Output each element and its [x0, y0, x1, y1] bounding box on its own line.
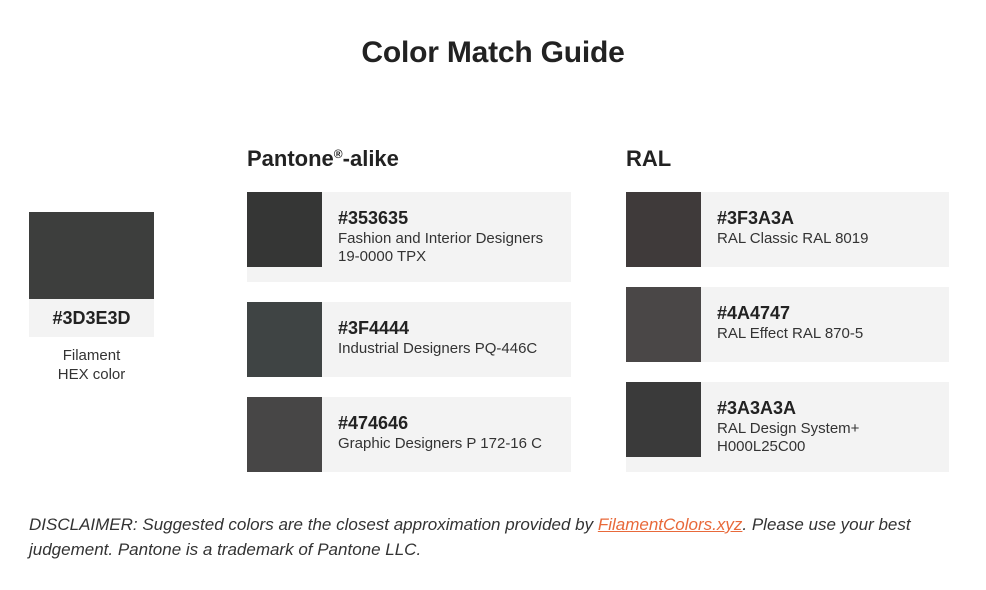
pantone-hex: #474646	[338, 413, 409, 433]
pantone-heading-main: Pantone	[247, 146, 334, 171]
ral-hex: #3A3A3A	[717, 398, 797, 418]
filament-caption-line1: Filament	[62, 347, 121, 364]
ral-match-card	[626, 287, 949, 362]
pantone-hex: #3F4444	[338, 318, 410, 338]
ral-name: RAL Design System+ H000L25C00	[717, 420, 860, 455]
pantone-name: Industrial Designers PQ-446C	[338, 340, 538, 357]
ral-name: RAL Effect RAL 870-5	[717, 325, 864, 342]
pantone-heading	[247, 146, 399, 172]
filamentcolors-link[interactable]: FilamentColors.xyz	[597, 515, 743, 534]
filament-caption-line2: HEX color	[57, 366, 126, 383]
filament-reference	[29, 212, 154, 384]
ral-name: RAL Classic RAL 8019	[717, 230, 869, 247]
pantone-match-card	[247, 397, 571, 472]
ral-hex: #4A4747	[717, 303, 791, 323]
pantone-hex: #353635	[338, 208, 409, 228]
ral-match-card	[626, 192, 949, 267]
ral-swatch	[626, 287, 701, 362]
ral-swatch	[626, 192, 701, 267]
disclaimer	[29, 512, 979, 562]
disclaimer-text-after: . Please use your best judgement. Pantone is a trademark of Pantone LLC.	[29, 515, 911, 559]
pantone-swatch	[247, 302, 322, 377]
pantone-swatch	[247, 397, 322, 472]
filament-caption	[29, 346, 154, 384]
pantone-swatch	[247, 192, 322, 267]
disclaimer-text-before: DISCLAIMER: Suggested colors are the closest approximation provided by	[29, 515, 598, 534]
pantone-name: Fashion and Interior Designers 19-0000 TPX	[338, 230, 544, 265]
registered-mark: ®	[333, 147, 343, 161]
ral-heading: RAL	[626, 146, 672, 171]
ral-hex: #3F3A3A	[717, 208, 795, 228]
filament-hex-label: #3D3E3D	[29, 299, 154, 337]
pantone-match-card	[247, 192, 571, 282]
pantone-heading-suffix: -alike	[342, 146, 399, 171]
filament-swatch	[29, 212, 154, 299]
ral-swatch	[626, 382, 701, 457]
page-title: Color Match Guide	[361, 36, 625, 69]
pantone-name: Graphic Designers P 172-16 C	[338, 435, 542, 452]
ral-match-card	[626, 382, 949, 472]
pantone-match-card	[247, 302, 571, 377]
